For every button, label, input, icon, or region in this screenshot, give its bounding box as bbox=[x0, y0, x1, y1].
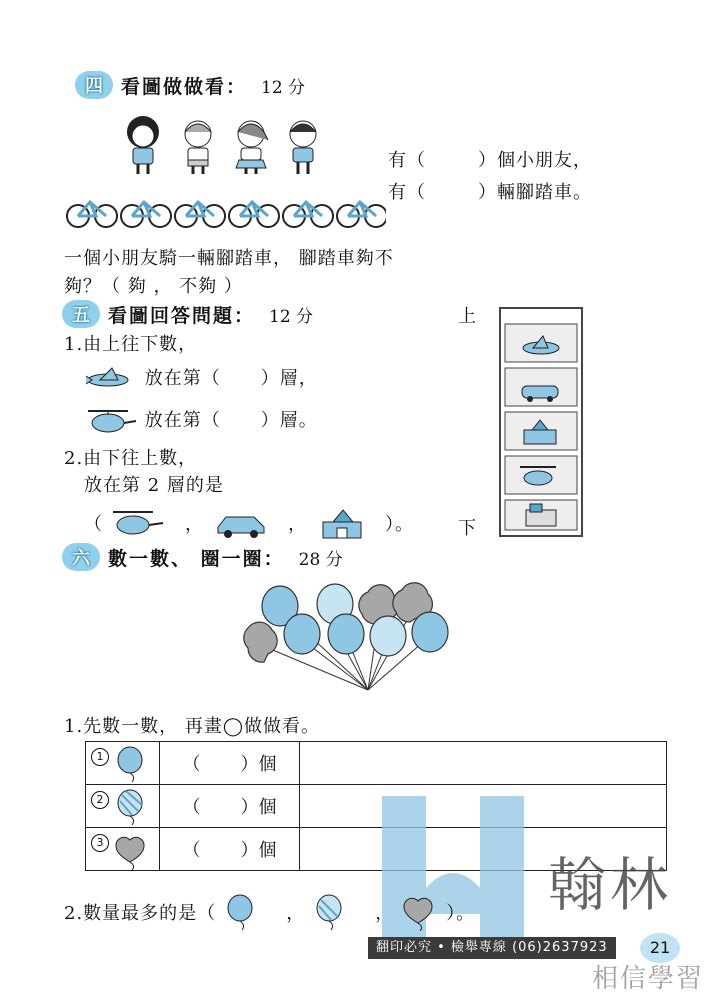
children-count-open: 有（ bbox=[388, 150, 426, 171]
gray-heart-balloon-choice-icon[interactable] bbox=[402, 893, 436, 931]
blue-balloon-icon bbox=[284, 614, 320, 654]
bicycle-count-line bbox=[388, 178, 592, 204]
row-number: 2 bbox=[91, 791, 109, 809]
helicopter-shelf-close: ）層。 bbox=[260, 410, 318, 431]
row-number: 3 bbox=[91, 834, 109, 852]
child-figure bbox=[185, 121, 211, 174]
footer-notice: 翻印必究 • 檢舉專線 (06)2637923 bbox=[368, 937, 616, 959]
bicycle-count-open: 有（ bbox=[388, 182, 426, 203]
watermark-slogan: 相信學習 bbox=[592, 964, 705, 994]
row-number: 1 bbox=[91, 748, 109, 766]
enough-answer-options[interactable]: 夠？（ 夠 ， 不夠 ） bbox=[64, 276, 243, 297]
answer-choices bbox=[84, 506, 414, 540]
gray-heart-balloon-icon bbox=[244, 622, 277, 662]
choices-comma: ， bbox=[375, 903, 395, 924]
helicopter-icon bbox=[84, 407, 138, 435]
question-5-1: 1.由上往下數， bbox=[64, 334, 198, 355]
row-answer-cell[interactable] bbox=[160, 828, 300, 871]
section-number: 六 bbox=[62, 543, 100, 571]
blue-balloon-icon bbox=[328, 614, 364, 654]
section-5-header bbox=[62, 297, 313, 331]
section-title: 看圖回答問題： bbox=[108, 304, 256, 327]
section-6-header bbox=[62, 540, 343, 574]
row-answer-cell[interactable] bbox=[160, 785, 300, 828]
striped-balloon-icon bbox=[116, 789, 148, 825]
paren-close: ）個 bbox=[240, 840, 277, 861]
watermark-brand: 翰林 bbox=[548, 851, 673, 919]
bicycle-count-close: ）輛腳踏車。 bbox=[478, 182, 592, 203]
helicopter-shelf-open: 放在第（ bbox=[144, 410, 221, 431]
airplane-icon bbox=[84, 366, 138, 392]
question-6-1: 1.先數一數， 再畫◯做做看。 bbox=[64, 716, 321, 737]
children-count-line bbox=[388, 146, 592, 172]
child-figure bbox=[236, 121, 268, 174]
airplane-question-line bbox=[84, 364, 318, 392]
bicycle-icon bbox=[121, 202, 171, 227]
airplane-shelf-open: 放在第（ bbox=[144, 368, 221, 389]
row-icon-cell bbox=[86, 828, 160, 871]
bicycle-icon bbox=[175, 202, 225, 227]
table-row bbox=[86, 742, 667, 785]
bicycle-icon bbox=[283, 202, 333, 227]
bicycles-illustration bbox=[66, 190, 386, 230]
choices-comma: ， bbox=[185, 514, 204, 535]
bicycle-icon bbox=[229, 202, 279, 227]
helicopter-choice-icon[interactable] bbox=[107, 507, 165, 539]
child-figure bbox=[127, 116, 159, 174]
balloon-bunch-illustration bbox=[240, 578, 480, 698]
blue-balloon-icon bbox=[116, 746, 148, 782]
section-number: 四 bbox=[75, 71, 113, 99]
child-figure bbox=[290, 121, 316, 174]
helicopter-question-line bbox=[84, 406, 318, 435]
row-drawing-cell[interactable] bbox=[300, 742, 667, 785]
row-icon-cell bbox=[86, 742, 160, 785]
paren-open: （ bbox=[182, 754, 201, 775]
children-count-close: ）個小朋友， bbox=[478, 150, 592, 171]
question-5-2: 2.由下往上數， bbox=[64, 448, 198, 469]
bicycle-icon bbox=[67, 202, 117, 227]
blocks-choice-icon[interactable] bbox=[319, 506, 369, 540]
section-score: 12 分 bbox=[269, 306, 314, 327]
shelf-bottom-label: 下 bbox=[458, 518, 477, 539]
enough-question: 一個小朋友騎一輛腳踏車， 腳踏車夠不 bbox=[64, 248, 394, 269]
paren-open: （ bbox=[182, 797, 201, 818]
section-score: 12 分 bbox=[261, 77, 306, 98]
shelf-illustration bbox=[498, 306, 584, 538]
blue-balloon-icon bbox=[412, 612, 448, 652]
section-4-header bbox=[75, 68, 305, 102]
paren-close: ）個 bbox=[240, 754, 277, 775]
striped-balloon-choice-icon[interactable] bbox=[313, 894, 347, 930]
gray-heart-balloon-icon bbox=[114, 832, 148, 870]
bicycle-icon bbox=[337, 202, 386, 227]
shelf-top-label: 上 bbox=[458, 306, 477, 327]
row-answer-cell[interactable] bbox=[160, 742, 300, 785]
airplane-shelf-close: ）層， bbox=[260, 368, 318, 389]
paren-close: ）個 bbox=[240, 797, 277, 818]
section-number: 五 bbox=[62, 300, 100, 328]
section-score: 28 分 bbox=[298, 549, 343, 570]
children-illustration bbox=[118, 112, 328, 178]
section-title: 數一數、 圈一圈： bbox=[108, 547, 285, 570]
choices-close: ）。 bbox=[446, 903, 476, 924]
table-row bbox=[86, 785, 667, 828]
question-6-2 bbox=[64, 893, 475, 931]
blue-balloon-choice-icon[interactable] bbox=[224, 894, 258, 930]
paren-open: （ bbox=[182, 840, 201, 861]
choices-open: （ bbox=[84, 514, 103, 535]
question-5-2b: 放在第 2 層的是 bbox=[84, 475, 224, 496]
car-choice-icon[interactable] bbox=[214, 507, 268, 539]
section-title: 看圖做做看： bbox=[121, 75, 248, 98]
choices-close: ）。 bbox=[385, 514, 414, 535]
choices-comma: ， bbox=[286, 903, 306, 924]
question-6-2-text: 2.數量最多的是（ bbox=[64, 903, 217, 924]
row-icon-cell bbox=[86, 785, 160, 828]
striped-balloon-icon bbox=[370, 616, 406, 656]
choices-comma: ， bbox=[288, 514, 307, 535]
page-number: 21 bbox=[640, 933, 680, 963]
